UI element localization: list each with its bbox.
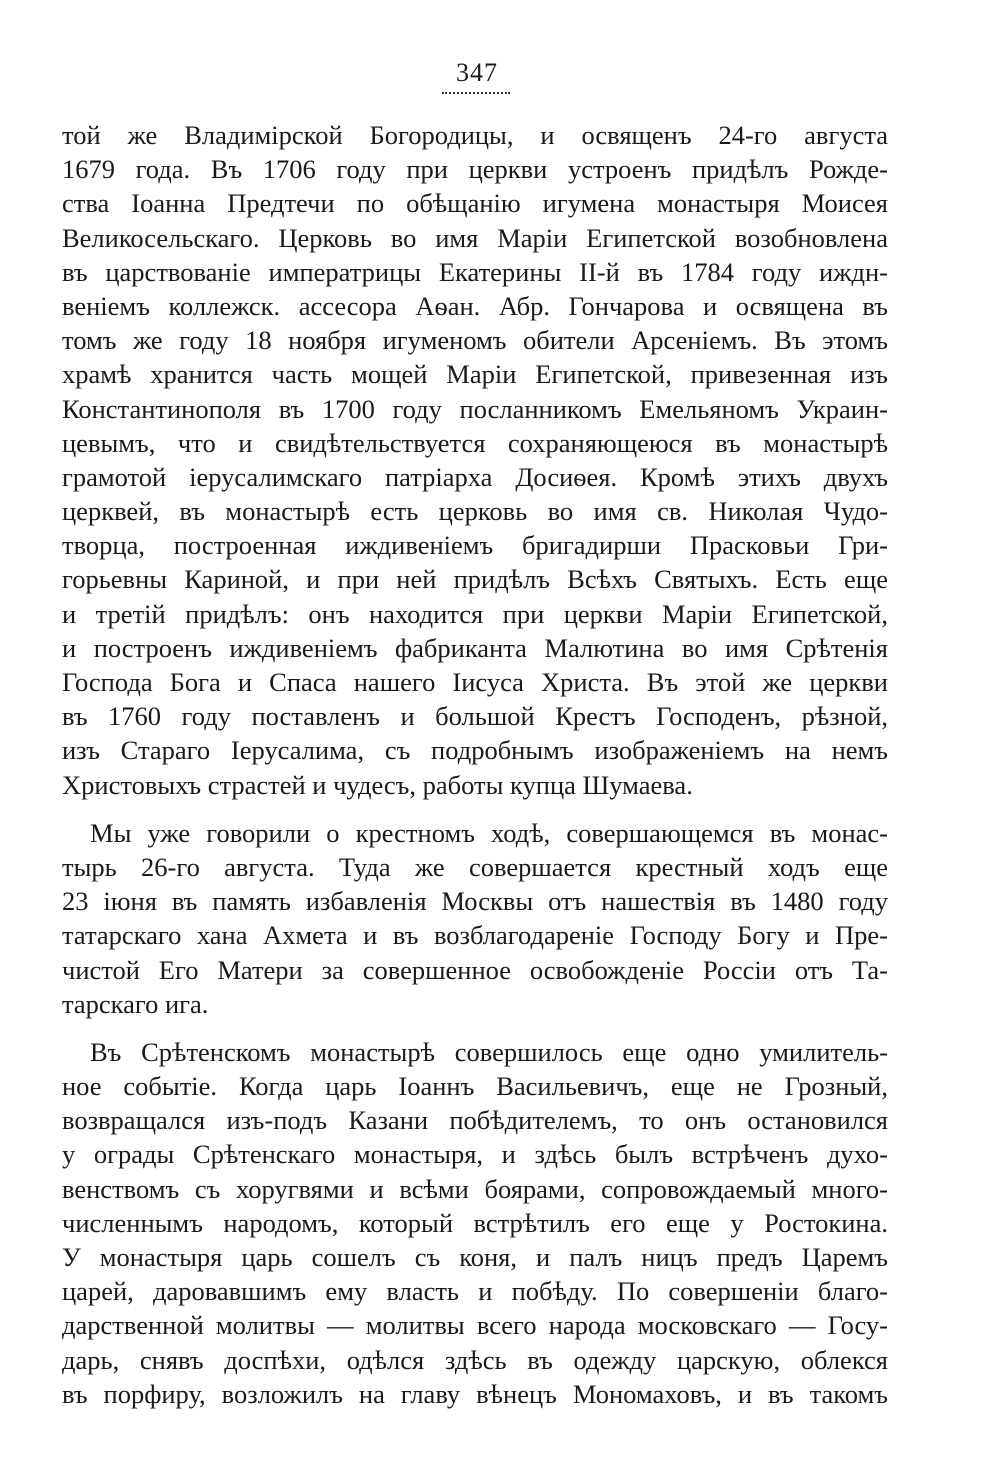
text-line: Великосельскаго. Церковь во имя Маріи Египетской возобновлена: [62, 222, 888, 253]
text-line: 1679 года. Въ 1706 году при церкви устроенъ придѣлъ Рожде-: [62, 154, 888, 185]
text-line: въ порфиру, возложилъ на главу вѣнецъ Мономаховъ, и въ такомъ: [62, 1378, 888, 1409]
text-line: изъ Стараго Іерусалима, съ подробнымъ изображеніемъ на немъ: [62, 735, 888, 766]
text-line: дарственной молитвы — молитвы всего народа московскаго — Госу-: [62, 1310, 888, 1341]
body-text: [62, 118, 888, 1411]
text-line: Константинополя въ 1700 году посланникомъ Емельяномъ Украин-: [62, 393, 888, 424]
paragraph: [62, 118, 888, 802]
text-line: въ царствованіе императрицы Екатерины II-й въ 1784 году иждн-: [62, 256, 888, 287]
text-line: царей, даровавшимъ ему власть и побѣду. По совершеніи благо-: [62, 1276, 888, 1307]
page-number-rule: [442, 92, 510, 94]
text-line: ства Іоанна Предтечи по обѣщанію игумена монастыря Моисея: [62, 188, 888, 219]
text-line: горьевны Кариной, и при ней придѣлъ Всѣхъ Святыхъ. Есть еще: [62, 564, 888, 595]
text-line: чистой Его Матери за совершенное освобожденіе Россіи отъ Та-: [62, 954, 888, 985]
paragraph: [62, 816, 888, 1021]
text-line: Мы уже говорили о крестномъ ходѣ, совершающемся въ монас-: [90, 817, 888, 848]
text-line: тарскаго ига.: [62, 988, 209, 1019]
text-line: Господа Бога и Спаса нашего Іисуса Христа. Въ этой же церкви: [62, 667, 888, 697]
text-line: татарскаго хана Ахмета и въ возблагодареніе Господу Богу и Пре-: [62, 920, 888, 951]
text-line: веніемъ коллежск. ассесора Аѳан. Абр. Гончарова и освящена въ: [62, 290, 888, 321]
text-line: и третій придѣлъ: онъ находится при церкви Маріи Египетской,: [62, 598, 888, 629]
text-line: 23 іюня въ память избавленія Москвы отъ нашествія въ 1480 году: [62, 886, 888, 917]
text-line: грамотой іерусалимскаго патріарха Досиѳея. Кромѣ этихъ двухъ: [62, 461, 888, 492]
text-line: дарь, снявъ доспѣхи, одѣлся здѣсь въ одежду царскую, облекся: [62, 1344, 888, 1375]
text-line: венствомъ съ хоругвями и всѣми боярами, сопровождаемый много-: [62, 1173, 888, 1204]
text-line: У монастыря царь сошелъ съ коня, и палъ ницъ предъ Царемъ: [62, 1242, 888, 1272]
text-line: творца, построенная иждивеніемъ бригадирши Прасковьи Гри-: [62, 530, 888, 561]
text-line: и построенъ иждивеніемъ фабриканта Малютина во имя Срѣтенія: [62, 632, 888, 663]
text-line: храмѣ хранится часть мощей Маріи Египетской, привезенная изъ: [62, 359, 888, 390]
text-line: той же Владимірской Богородицы, и освященъ 24-го августа: [62, 120, 888, 150]
text-line: ное событіе. Когда царь Іоаннъ Васильевичъ, еще не Грозный,: [62, 1071, 888, 1102]
paragraph-gap: [62, 802, 888, 816]
text-line: возвращался изъ-подъ Казани побѣдителемъ, то онъ остановился: [62, 1105, 888, 1136]
text-line: церквей, въ монастырѣ есть церковь во имя св. Николая Чудо-: [62, 496, 888, 527]
text-line: въ 1760 году поставленъ и большой Крестъ Господенъ, рѣзной,: [62, 701, 888, 732]
text-line: цевымъ, что и свидѣтельствуется сохраняющеюся въ монастырѣ: [62, 427, 888, 458]
text-line: у ограды Срѣтенскаго монастыря, и здѣсь былъ встрѣченъ духо-: [62, 1139, 888, 1170]
text-line: тырь 26-го августа. Туда же совершается крестный ходъ еще: [62, 851, 888, 882]
text-line: Въ Срѣтенскомъ монастырѣ совершилось еще одно умилитель-: [90, 1036, 888, 1067]
page-number: 347: [456, 58, 498, 87]
paragraph: [62, 1035, 888, 1411]
paragraph-gap: [62, 1021, 888, 1035]
text-line: Христовыхъ страстей и чудесъ, работы купца Шумаева.: [62, 769, 693, 800]
text-line: томъ же году 18 ноября игуменомъ обители Арсеніемъ. Въ этомъ: [62, 325, 888, 356]
text-line: численнымъ народомъ, который встрѣтилъ его еще у Ростокина.: [62, 1207, 888, 1238]
